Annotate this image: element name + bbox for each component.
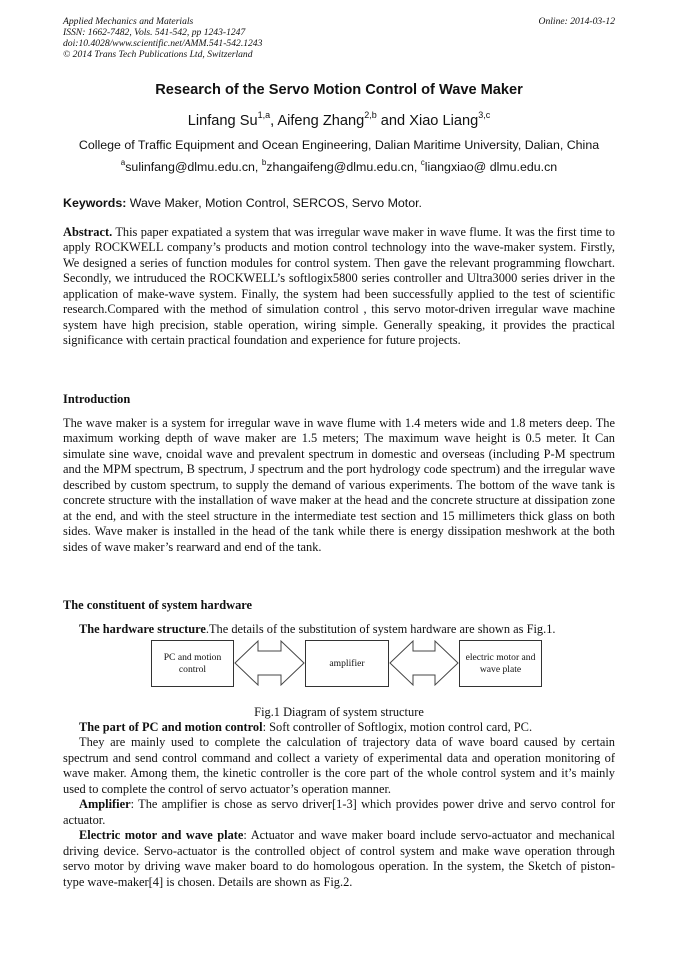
figure-caption: Fig.1 Diagram of system structure xyxy=(254,705,424,719)
doi-line: doi:10.4028/www.scientific.net/AMM.541-542.1243 xyxy=(63,38,263,49)
introduction-paragraph: The wave maker is a system for irregular wave in wave flume with 1.4 meters wide and 1.8 meters deep. The maximum working depth of wave maker are 1.5 meters; The maximum wave height is 0.5 meter. It Can simulate sine wave, cnoidal wave and prevalent spectrum in domestic and overseas (including P-M spectrum and the MPM spectrum, B spectrum, J spectrum and the port hydrology code spectrum) and the irregular wave described by custom spectrum, to supply the demand of various experiments. The bottom of the wave tank is concrete structure with the installation of wave maker at the head and the concrete structure at dissipation zone at the end, and with the steel structure in the intermediate test section and 15 millimeters thick glass on both sides. Wave maker is installed in the head of the tank while there is energy dissipation meshwork at the both sides of wave maker’s rearward and end of the tank. xyxy=(63,416,615,554)
box-label: control xyxy=(178,663,207,675)
pc-part-paragraph xyxy=(63,720,615,735)
author-affiliation-mark: 3,c xyxy=(478,110,491,120)
author-line xyxy=(0,110,678,129)
amplifier-text: : The amplifier is chose as servo driver[1-3] which provides power drive and servo control for actuator. xyxy=(63,797,615,827)
email-mark: a xyxy=(120,158,126,167)
email-line xyxy=(0,160,678,174)
email-separator: , xyxy=(413,160,421,174)
pc-detail-paragraph: They are mainly used to complete the calculation of trajectory data of wave board caused by certain spectrum and send control command and collect a variety of experimental data and operation monitoring of wave maker. Among them, the kinetic controller is the core part of the whole control system and it’s mainly used to complete the control of servo actuator’s operation manner. xyxy=(63,735,615,796)
box-label: wave plate xyxy=(479,663,522,675)
box-label: amplifier xyxy=(329,657,365,669)
affiliation: College of Traffic Equipment and Ocean Engineering, Dalian Maritime University, Dalian, China xyxy=(78,138,600,152)
journal-name: Applied Mechanics and Materials xyxy=(63,16,194,27)
author-affiliation-mark: 2,b xyxy=(364,110,377,120)
pc-part-text: : Soft controller of Softlogix, motion control card, PC. xyxy=(262,720,533,734)
author-name: Linfang Su xyxy=(187,113,258,129)
motor-text: : Actuator and wave maker board include servo-actuator and mechanical driving device. Servo-actuator is the controlled object of control system and make wave operation through servo motor by driving wave maker board to do homologous operation. In the system, the Sketch of piston-type wave-maker[4] is chosen. Details are shown as Fig.2. xyxy=(63,828,616,889)
double-arrow-right xyxy=(390,641,458,685)
hardware-structure-paragraph xyxy=(63,622,615,637)
email-mark: c xyxy=(420,158,425,167)
hardware-structure-text: .The details of the substitution of system hardware are shown as Fig.1. xyxy=(205,622,556,636)
hardware-structure-label: The hardware structure xyxy=(79,622,206,636)
author-name: Aifeng Zhang xyxy=(277,113,365,129)
section-heading-hardware: The constituent of system hardware xyxy=(63,598,253,612)
keywords xyxy=(63,196,422,210)
email-address: zhangaifeng@dlmu.edu.cn xyxy=(266,160,414,174)
journal-header xyxy=(63,16,615,60)
abstract xyxy=(63,225,615,349)
email-mark: b xyxy=(261,158,267,167)
box-label: electric motor and xyxy=(465,651,536,663)
hardware-details xyxy=(63,720,615,890)
amplifier-label: Amplifier xyxy=(79,797,131,812)
box-label: PC and motion xyxy=(163,651,222,663)
amplifier-box xyxy=(305,640,389,687)
author-separator: , xyxy=(270,113,278,129)
keywords-label: Keywords: xyxy=(63,196,127,210)
email-address: sulinfang@dlmu.edu.cn xyxy=(125,160,255,174)
keywords-text: Wave Maker, Motion Control, SERCOS, Servo Motor. xyxy=(126,196,422,210)
copyright-line: © 2014 Trans Tech Publications Ltd, Switzerland xyxy=(63,49,253,60)
section-heading-introduction: Introduction xyxy=(63,392,131,406)
author-affiliation-mark: 1,a xyxy=(257,110,271,120)
motor-paragraph xyxy=(63,828,615,890)
amplifier-paragraph xyxy=(63,797,615,828)
abstract-label: Abstract. xyxy=(63,225,113,239)
email-address: liangxiao@ dlmu.edu.cn xyxy=(424,160,558,174)
online-date: Online: 2014-03-12 xyxy=(538,16,615,27)
paper-title: Research of the Servo Motion Control of Wave Maker xyxy=(155,82,523,98)
pc-motion-control-box xyxy=(151,640,234,687)
pc-part-label: The part of PC and motion control xyxy=(79,720,263,734)
email-separator: , xyxy=(254,160,262,174)
motor-wave-plate-box xyxy=(459,640,542,687)
issn-line: ISSN: 1662-7482, Vols. 541-542, pp 1243-1247 xyxy=(63,27,246,38)
motor-label: Electric motor and wave plate xyxy=(79,828,244,843)
author-separator: and xyxy=(376,113,410,129)
system-structure-diagram xyxy=(150,637,546,691)
double-arrow-left xyxy=(235,641,304,685)
abstract-text: This paper expatiated a system that was irregular wave maker in wave flume. It was the first time to apply ROCKWELL company’s products and motion control technology into the wave-maker system. Firstly, We designed a series of function modules for control system. Then gave the relevant programming flowchart. Secondly, we intruduced the ROCKWELL’s softlogix5800 series controller and Ultra3000 series driver in the application of make-wave system. Finally, the system had been successfully applied to the test of scientific research.Compared with the method of simulation control , this servo motor-driven irregular wave machine system have high precision, stable operation, wiring simple. Generally speaking, it provides the practical significance with certain practical foundation and experience for future projects. xyxy=(63,225,615,348)
author-name: Xiao Liang xyxy=(409,113,479,129)
